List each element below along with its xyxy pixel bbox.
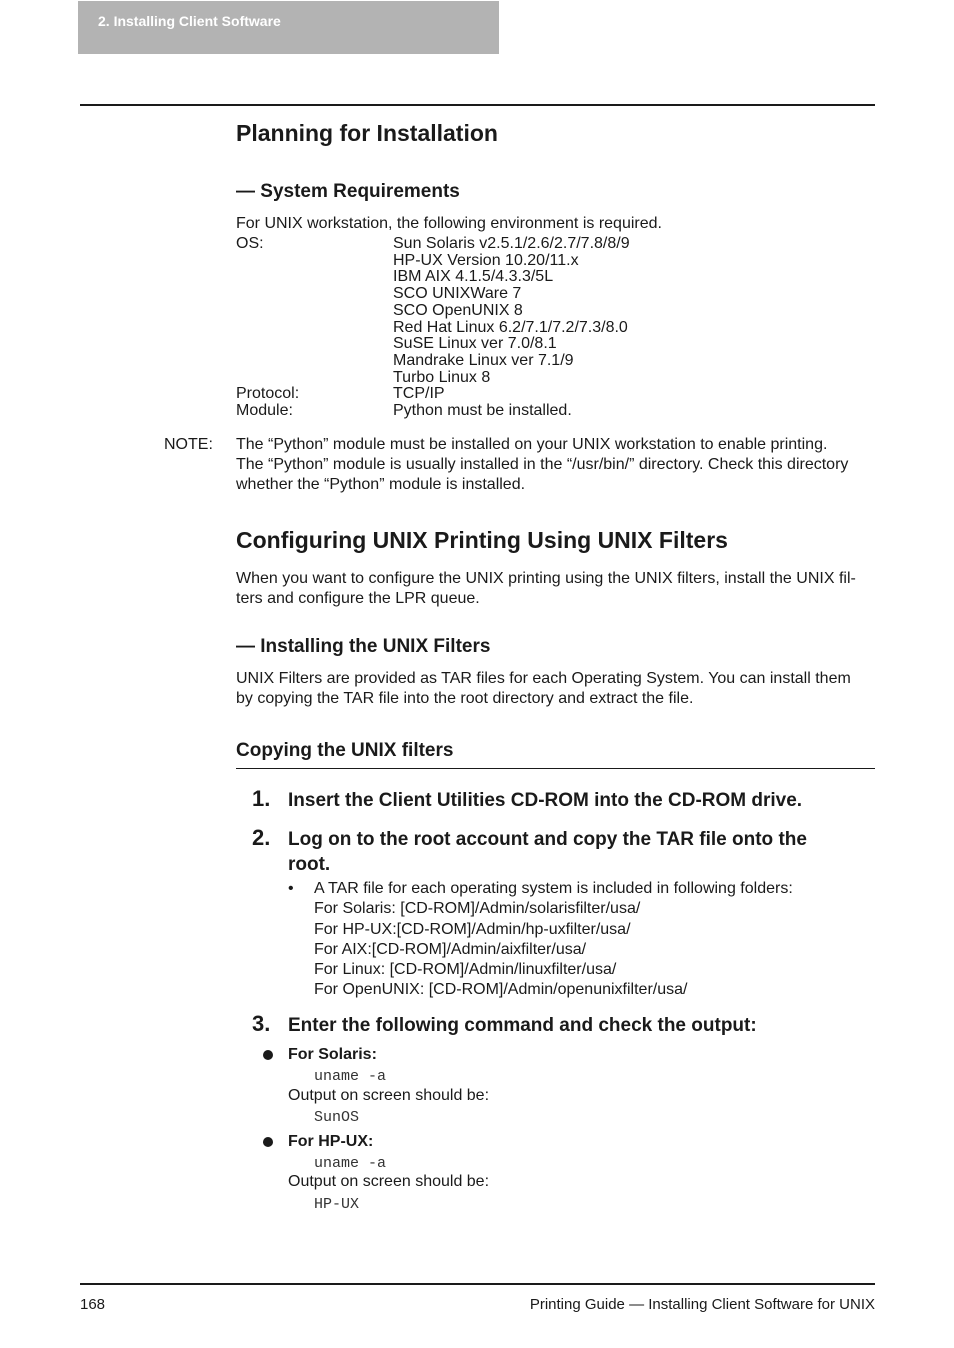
paragraph-line: UNIX Filters are provided as TAR files for each Operating System. You can install them [236,670,851,687]
output-label-hpux: Output on screen should be: [288,1173,490,1190]
section-title-configuring: Configuring UNIX Printing Using UNIX Filters [236,527,728,553]
subtitle-system-requirements: — System Requirements [236,181,460,202]
step-line: Log on to the root account and copy the TAR file onto the [288,829,807,850]
note-label: NOTE: [164,436,213,453]
spec-value-protocol: TCP/IP [393,385,445,402]
note-text [236,435,848,495]
spec-label-os: OS: [236,235,264,252]
bullet-line: For Solaris: [CD-ROM]/Admin/solarisfilter/usa/ [314,900,641,918]
output-hpux: HP-UX [314,1196,360,1213]
configuring-intro [236,569,856,609]
step-line: Enter the following command and check the output: [288,1015,757,1036]
requirements-intro: For UNIX workstation, the following environment is required. [236,215,662,232]
step-text-3 [288,1013,757,1038]
command-hpux: uname -a [314,1155,387,1172]
bullet-dot-icon [263,1137,273,1147]
output-solaris: SunOS [314,1109,360,1126]
step-number-2: 2. [252,825,271,850]
spec-value: IBM AIX 4.1.5/4.3.3/5L [393,268,554,286]
step-line: Insert the Client Utilities CD-ROM into the CD-ROM drive. [288,790,803,811]
step-text-1 [288,788,802,813]
bottom-rule [80,1283,875,1285]
procedure-rule [236,768,875,769]
bullet-marker: • [288,880,294,897]
header-tab-label: 2. Installing Client Software [98,13,281,29]
spec-values-os [393,236,630,386]
installing-filters-text [236,669,851,709]
note-line: whether the “Python” module is installed. [236,476,526,493]
bullet-line: For AIX:[CD-ROM]/Admin/aixfilter/usa/ [314,940,587,958]
top-rule [80,104,875,106]
procedure-title: Copying the UNIX filters [236,740,454,761]
spec-value: Mandrake Linux ver 7.1/9 [393,351,574,369]
spec-label-protocol: Protocol: [236,385,300,402]
step-line: root. [288,854,331,875]
page-number: 168 [80,1296,106,1313]
bullet-line: For HP-UX:[CD-ROM]/Admin/hp-uxfilter/usa/ [314,920,631,938]
step-number-1: 1. [252,786,271,811]
footer-title: Printing Guide — Installing Client Software for UNIX [529,1296,875,1313]
spec-value: Turbo Linux 8 [393,368,491,386]
section-title-planning: Planning for Installation [236,120,498,146]
bullet-line: A TAR file for each operating system is included in following folders: [314,880,793,897]
bullet-line: For OpenUNIX: [CD-ROM]/Admin/openunixfilter/usa/ [314,981,688,999]
spec-value: SCO OpenUNIX 8 [393,301,523,319]
os-label-hpux: For HP-UX: [288,1133,374,1150]
step2-bullet-text [314,879,793,1001]
paragraph-line: by copying the TAR file into the root directory and extract the file. [236,690,694,707]
spec-value: Sun Solaris v2.5.1/2.6/2.7/7.8/8/9 [393,235,630,252]
spec-value: Red Hat Linux 6.2/7.1/7.2/7.3/8.0 [393,318,628,336]
output-label-solaris: Output on screen should be: [288,1087,490,1104]
note-line: The “Python” module is usually installed in the “/usr/bin/” directory. Check this directory [236,456,849,473]
header-tab [78,1,499,54]
spec-value-module: Python must be installed. [393,402,572,419]
os-label-solaris: For Solaris: [288,1046,377,1063]
spec-value: HP-UX Version 10.20/11.x [393,251,579,269]
spec-value: SCO UNIXWare 7 [393,285,522,303]
spec-value: SuSE Linux ver 7.0/8.1 [393,335,557,353]
subtitle-installing-filters: — Installing the UNIX Filters [236,636,491,657]
paragraph-line: ters and configure the LPR queue. [236,590,480,607]
paragraph-line: When you want to configure the UNIX printing using the UNIX filters, install the UNIX fil- [236,570,856,587]
spec-label-module: Module: [236,402,293,419]
command-solaris: uname -a [314,1068,387,1085]
step-number-3: 3. [252,1011,271,1036]
step-text-2 [288,827,807,877]
note-line: The “Python” module must be installed on your UNIX workstation to enable printing. [236,436,828,453]
bullet-line: For Linux: [CD-ROM]/Admin/linuxfilter/usa/ [314,961,617,979]
bullet-dot-icon [263,1050,273,1060]
